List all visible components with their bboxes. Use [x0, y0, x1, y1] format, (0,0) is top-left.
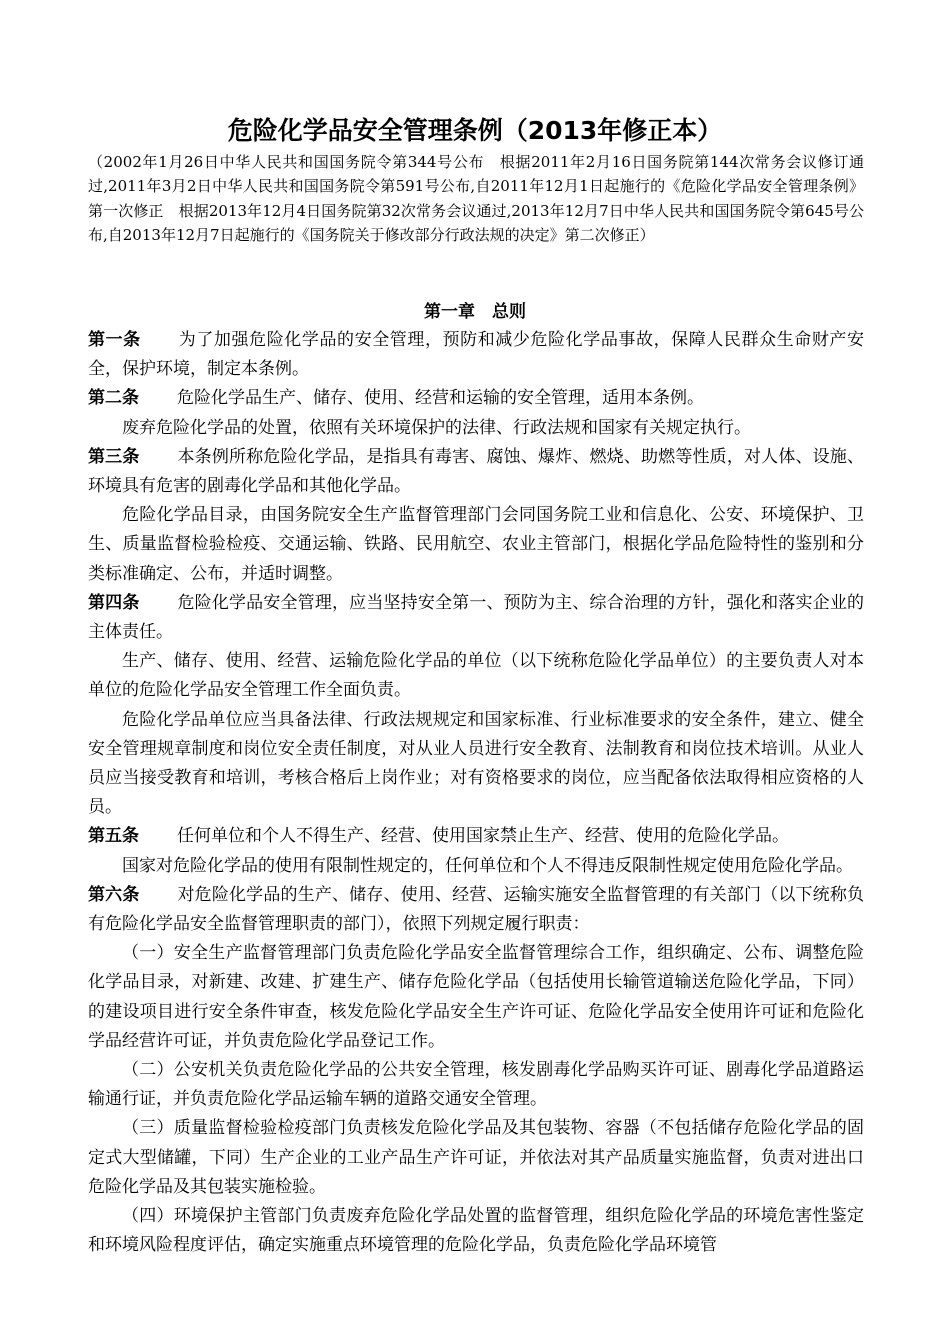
revision-note: （2002年1月26日中华人民共和国国务院令第344号公布 根据2011年2月16日国务院第144次常务会议修订通过,2011年3月2日中华人民共和国国务院令第591号公布,自2011年12月1日起施行的《危险化学品安全管理条例》第一次修正 根据2013年12月4日国务院第32次常务会议通过,2013年12月7日中华人民共和国国务院令第645号公布,自2013年12月7日起施行的《国务院关于修改部分行政法规的决定》第二次修正） — [88, 153, 864, 245]
article-label: 第四条 — [88, 592, 140, 613]
article-label: 第六条 — [88, 884, 140, 905]
article-paragraph: 危险化学品单位应当具备法律、行政法规规定和国家标准、行业标准要求的安全条件，建立、健全安全管理规章制度和岗位安全责任制度，对从业人员进行安全教育、法制教育和岗位技术培训。从业人员应当接受教育和培训，考核合格后上岗作业；对有资格要求的岗位，应当配备依法取得相应资格的人员。 — [88, 709, 864, 818]
article-paragraph: 危险化学品目录，由国务院安全生产监督管理部门会同国务院工业和信息化、公安、环境保护、卫生、质量监督检验检疫、交通运输、铁路、民用航空、农业主管部门，根据化学品危险特性的鉴别和分类标准确定、公布，并适时调整。 — [88, 505, 864, 584]
document-title: 危险化学品安全管理条例（2013年修正本） — [227, 116, 723, 145]
chapter-heading: 第一章 总则 — [424, 302, 526, 322]
article-paragraph: 废弃危险化学品的处置，依照有关环境保护的法律、行政法规和国家有关规定执行。 — [122, 417, 751, 438]
article-paragraph: （一）安全生产监督管理部门负责危险化学品安全监督管理综合工作，组织确定、公布、调整危险化学品目录，对新建、改建、扩建生产、储存危险化学品（包括使用长输管道输送危险化学品，下同）的建设项目进行安全条件审查，核发危险化学品安全生产许可证、危险化学品安全使用许可证和危险化学品经营许可证，并负责危险化学品登记工作。 — [88, 943, 864, 1051]
article-text: 为了加强危险化学品的安全管理，预防和减少危险化学品事故，保障人民群众生命财产安全，保护环境，制定本条例。 — [88, 330, 865, 380]
article-6 — [88, 881, 864, 939]
article-label: 第二条 — [88, 388, 139, 409]
article-3 — [88, 443, 864, 501]
article-label: 第一条 — [88, 330, 141, 350]
article-text: 任何单位和个人不得生产、经营、使用国家禁止生产、经营、使用的危险化学品。 — [177, 826, 789, 847]
article-text: 危险化学品安全管理，应当坚持安全第一、预防为主、综合治理的方针，强化和落实企业的主体责任。 — [88, 592, 864, 643]
article-4 — [88, 589, 864, 647]
article-label: 第五条 — [88, 826, 139, 847]
article-5 — [88, 822, 864, 851]
article-label: 第三条 — [88, 446, 140, 467]
article-1 — [88, 326, 864, 384]
article-paragraph: （二）公安机关负责危险化学品的公共安全管理，核发剧毒化学品购买许可证、剧毒化学品道路运输通行证，并负责危险化学品运输车辆的道路交通安全管理。 — [88, 1060, 864, 1110]
article-paragraph: 国家对危险化学品的使用有限制性规定的，任何单位和个人不得违反限制性规定使用危险化学品。 — [122, 855, 853, 876]
article-paragraph: （三）质量监督检验检疫部门负责核发危险化学品及其包装物、容器（不包括储存危险化学品的固定式大型储罐，下同）生产企业的工业产品生产许可证，并依法对其产品质量实施监督，负责对进出口危险化学品及其包装实施检验。 — [88, 1118, 864, 1197]
article-2 — [88, 384, 864, 413]
article-text: 本条例所称危险化学品，是指具有毒害、腐蚀、爆炸、燃烧、助燃等性质，对人体、设施、环境具有危害的剧毒化学品和其他化学品。 — [88, 446, 864, 497]
article-paragraph: （四）环境保护主管部门负责废弃危险化学品处置的监督管理，组织危险化学品的环境危害性鉴定和环境风险程度评估，确定实施重点环境管理的危险化学品，负责危险化学品环境管 — [88, 1206, 864, 1256]
article-text: 危险化学品生产、储存、使用、经营和运输的安全管理，适用本条例。 — [177, 388, 704, 409]
document-body — [88, 326, 864, 1261]
article-paragraph: 生产、储存、使用、经营、运输危险化学品的单位（以下统称危险化学品单位）的主要负责人对本单位的危险化学品安全管理工作全面负责。 — [88, 651, 864, 701]
article-text: 对危险化学品的生产、储存、使用、经营、运输实施安全监督管理的有关部门（以下统称负有危险化学品安全监督管理职责的部门），依照下列规定履行职责： — [88, 884, 864, 935]
